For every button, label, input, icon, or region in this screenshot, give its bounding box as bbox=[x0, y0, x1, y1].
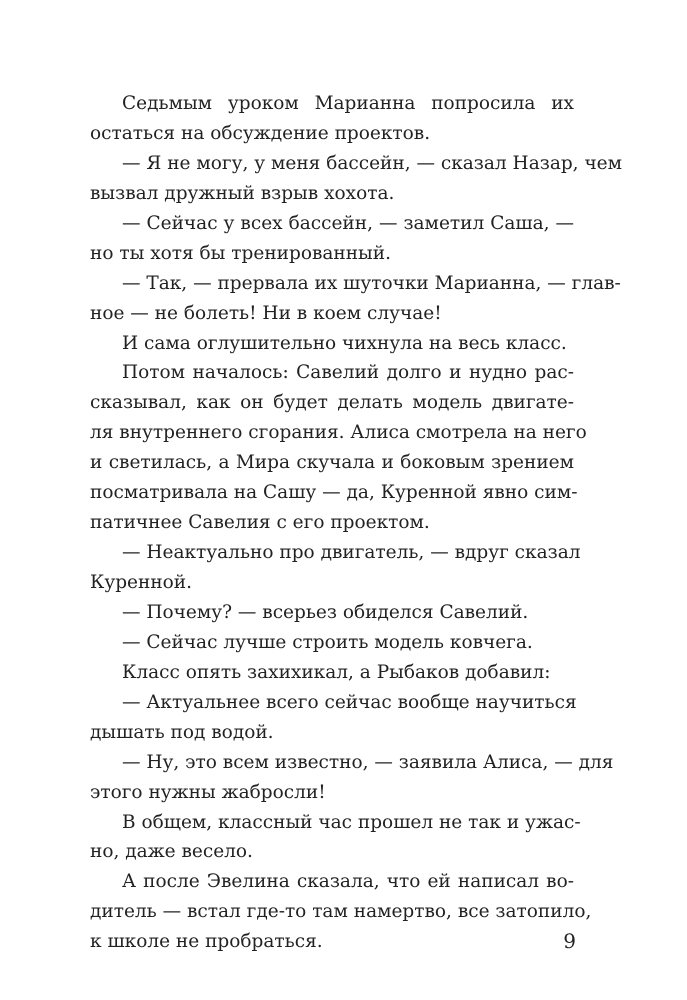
text-line: вызвал дружный взрыв хохота. bbox=[90, 182, 395, 204]
text-line: — Актуальнее всего сейчас вообще научиться bbox=[122, 691, 577, 713]
body-text bbox=[90, 89, 623, 957]
text-line: сказывал, как он будет делать модель двигате- bbox=[90, 392, 574, 414]
text-line: — Неактуально про двигатель, — вдруг сказал bbox=[122, 542, 581, 564]
text-line: — Сейчас лучше строить модель ковчега. bbox=[122, 631, 533, 653]
text-line: дитель — встал где-то там намертво, все затопило, bbox=[90, 901, 592, 923]
text-line: Куренной. bbox=[90, 572, 193, 593]
text-line: остаться на обсуждение проектов. bbox=[90, 122, 431, 144]
text-line: — Я не могу, у меня бассейн, — сказал Назар, чем bbox=[122, 152, 623, 174]
text-line: этого нужны жабросли! bbox=[90, 781, 326, 803]
text-line: Класс опять захихикал, а Рыбаков добавил: bbox=[122, 661, 551, 683]
text-line: — Сейчас у всех бассейн, — заметил Саша, — bbox=[122, 212, 574, 234]
text-line: А после Эвелина сказала, что ей написал во- bbox=[122, 871, 574, 893]
text-line: — Почему? — всерьез обиделся Савелий. bbox=[122, 601, 529, 623]
text-line: и светилась, а Мира скучала и боковым зрением bbox=[90, 452, 574, 474]
text-line: ля внутреннего сгорания. Алиса смотрела на него bbox=[90, 422, 587, 444]
text-line: И сама оглушительно чихнула на весь класс. bbox=[122, 332, 567, 354]
text-line: — Так, — прервала их шуточки Марианна, — глав- bbox=[122, 272, 621, 294]
text-line: но ты хотя бы тренированный. bbox=[90, 242, 391, 264]
text-line: В общем, классный час прошел не так и ужас- bbox=[122, 811, 581, 833]
text-line: но, даже весело. bbox=[90, 841, 253, 863]
text-line: дышать под водой. bbox=[90, 721, 274, 743]
page-number: 9 bbox=[563, 929, 576, 953]
text-line: — Ну, это всем известно, — заявила Алиса, — для bbox=[122, 751, 614, 773]
text-line: Потом началось: Савелий долго и нудно рас- bbox=[122, 362, 574, 384]
text-line: к школе не пробраться. bbox=[90, 931, 323, 953]
text-line: патичнее Савелия с его проектом. bbox=[90, 512, 430, 534]
text-line: Седьмым уроком Марианна попросила их bbox=[122, 93, 574, 114]
text-line: ное — не болеть! Ни в коем случае! bbox=[90, 302, 442, 324]
text-line: посматривала на Сашу — да, Куренной явно сим- bbox=[90, 482, 578, 504]
